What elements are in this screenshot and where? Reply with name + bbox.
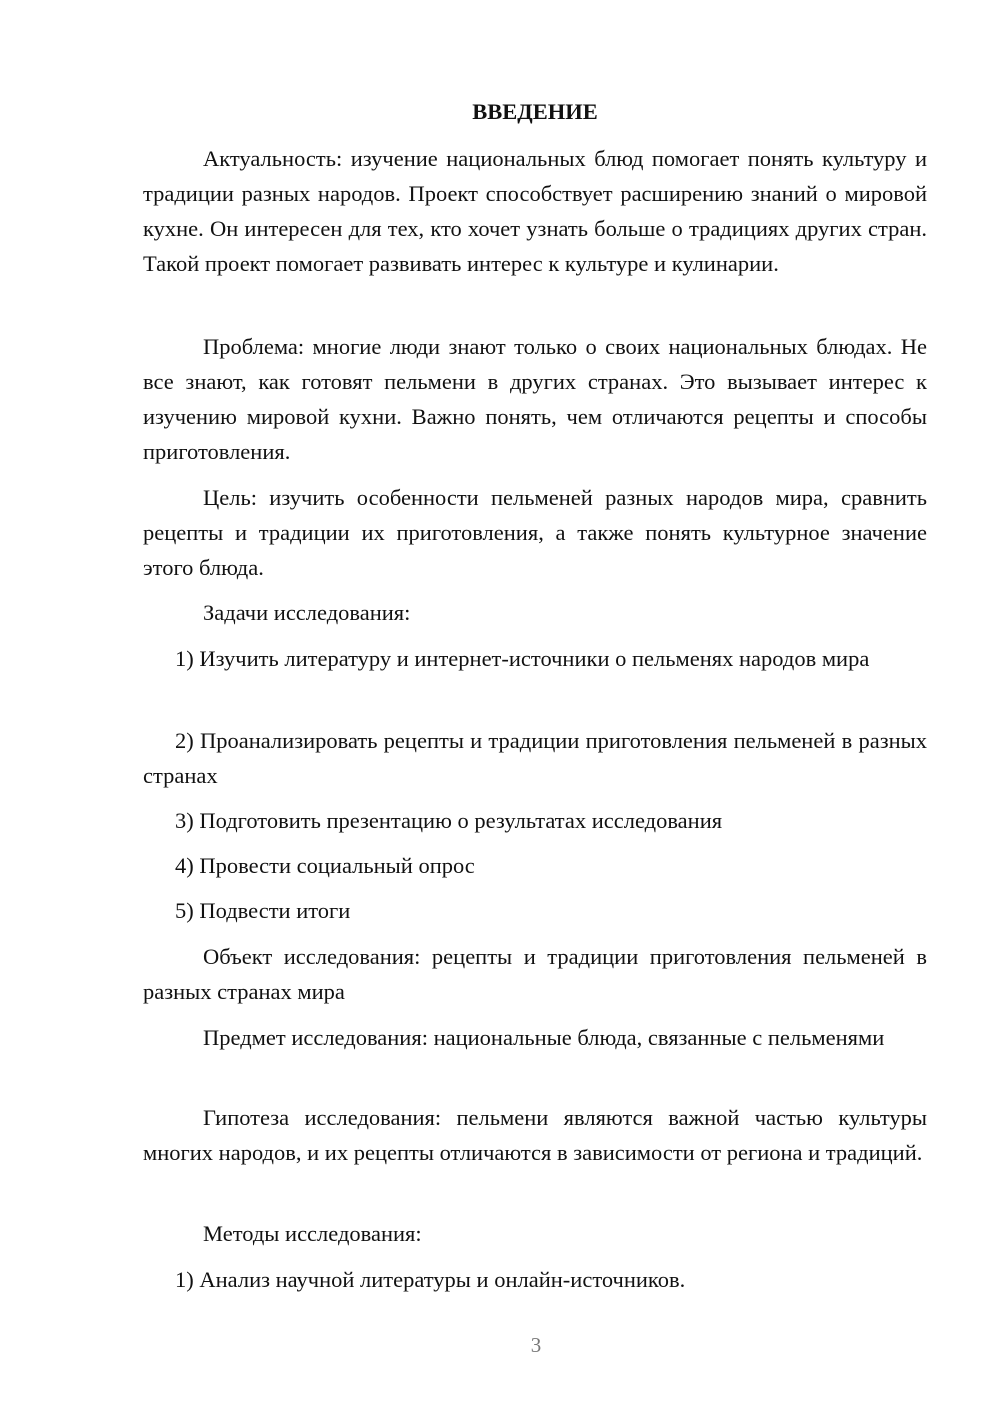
task-item-1: 1) Изучить литературу и интернет-источники о пельменях народов мира: [175, 646, 870, 671]
page-number: 3: [530, 1333, 542, 1357]
method-item-1: 1) Анализ научной литературы и онлайн-источников.: [175, 1267, 686, 1292]
methods-title: Методы исследования:: [203, 1221, 422, 1246]
paragraph-problem: Проблема: многие люди знают только о своих национальных блюдах. Не все знают, как готовят пельмени в других странах. Это вызывает интерес к изучению мировой кухни. Важно понять, чем отличаются рецепты и способы приготовления.: [143, 334, 927, 464]
paragraph-object: Объект исследования: рецепты и традиции приготовления пельменей в разных странах мира: [143, 944, 927, 1004]
paragraph-goal: Цель: изучить особенности пельменей разных народов мира, сравнить рецепты и традиции их приготовления, а также понять культурное значение этого блюда.: [143, 485, 927, 580]
task-item-5: 5) Подвести итоги: [175, 898, 351, 923]
tasks-title: Задачи исследования:: [203, 600, 411, 625]
paragraph-relevance: Актуальность: изучение национальных блюд помогает понять культуру и традиции разных народов. Проект способствует расширению знаний о мировой кухне. Он интересен для тех, кто хочет узнать больше о традициях других стран. Такой проект помогает развивать интерес к культуре и кулинарии.: [143, 146, 927, 276]
task-item-4: 4) Провести социальный опрос: [175, 853, 475, 878]
task-item-3: 3) Подготовить презентацию о результатах исследования: [175, 808, 723, 833]
page-title: ВВЕДЕНИЕ: [472, 99, 598, 124]
task-item-2: 2) Проанализировать рецепты и традиции приготовления пельменей в разных странах: [143, 728, 927, 788]
paragraph-subject: Предмет исследования: национальные блюда, связанные с пельменями: [203, 1025, 885, 1050]
paragraph-hypothesis: Гипотеза исследования: пельмени являются важной частью культуры многих народов, и их рецепты отличаются в зависимости от региона и традиций.: [143, 1105, 927, 1165]
